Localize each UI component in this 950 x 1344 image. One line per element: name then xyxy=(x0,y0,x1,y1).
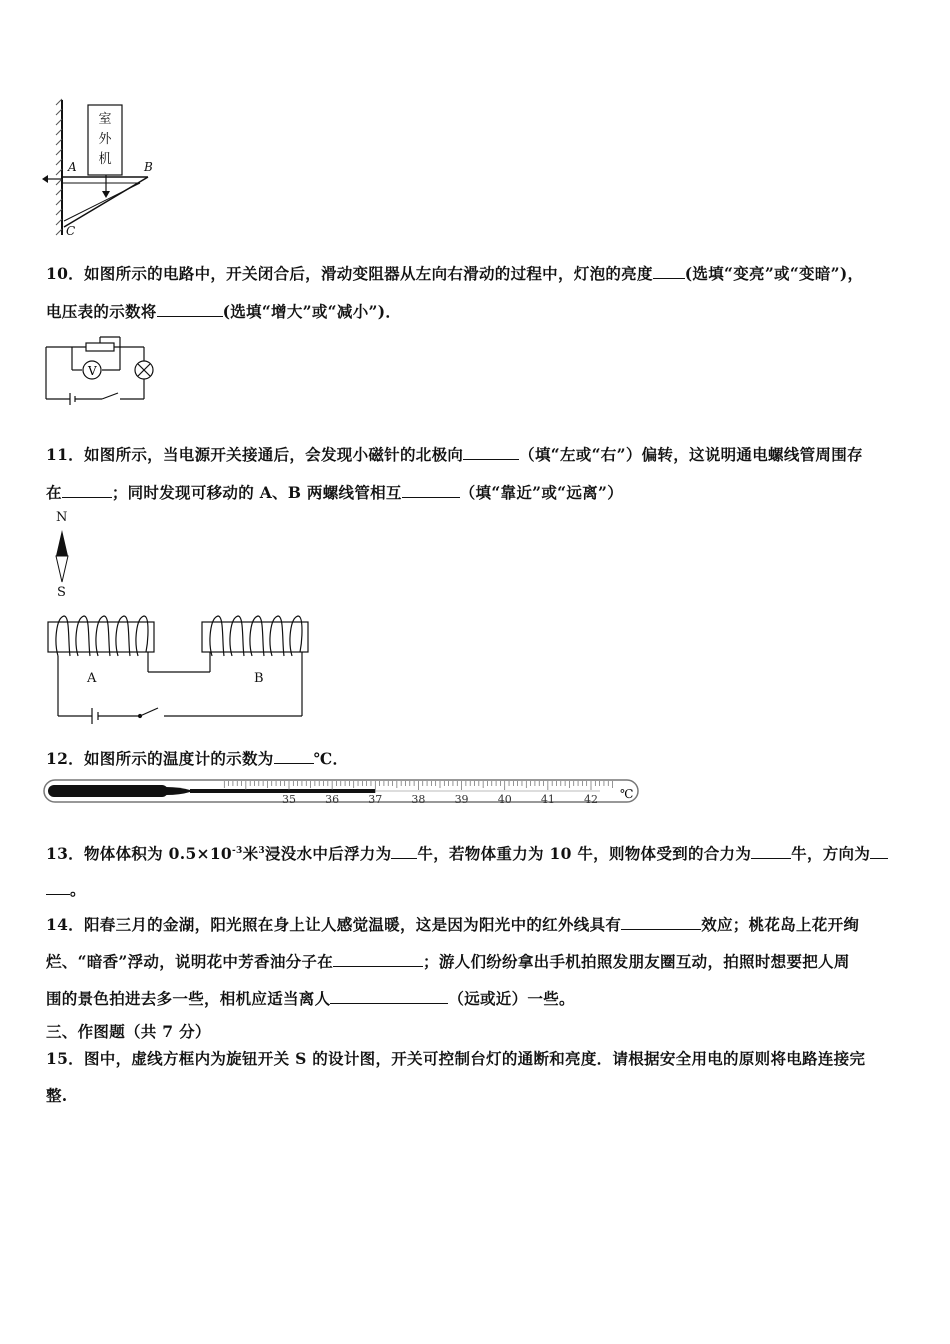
q12-text: ℃． xyxy=(313,749,349,768)
coil-a-label: A xyxy=(87,671,97,686)
tick-label: 35 xyxy=(282,793,296,806)
box-char: 机 xyxy=(98,152,112,167)
q15-line-2: 整. xyxy=(46,1086,68,1105)
tick-label: 36 xyxy=(325,793,340,806)
box-char: 室 xyxy=(98,112,112,127)
south-label: S xyxy=(57,585,66,600)
unit-label: ℃ xyxy=(620,787,634,801)
answer-blank[interactable] xyxy=(46,879,70,896)
tick-label: 42 xyxy=(584,793,598,806)
box-char: 外 xyxy=(98,132,112,147)
answer-blank[interactable] xyxy=(870,843,888,860)
section-heading: 三、作图题（共 7 分） xyxy=(46,1022,211,1041)
answer-blank[interactable] xyxy=(157,301,223,318)
answer-blank[interactable] xyxy=(653,263,685,280)
q14-text: ；游人们纷纷拿出手机拍照发朋友圈互动，拍照时想要把人周 xyxy=(423,952,850,971)
answer-blank[interactable] xyxy=(274,748,314,765)
q14-text: 围的景色拍进去多一些，相机应适当离人 xyxy=(46,989,331,1008)
q13-text: 牛，若物体重力为 10 牛，则物体受到的合力为 xyxy=(417,844,752,863)
q12-line xyxy=(46,747,348,769)
q14-line-3 xyxy=(46,987,575,1009)
q14-text: 效应；桃花岛上花开绚 xyxy=(701,915,860,934)
q11-text: ；同时发现可移动的 A、B 两螺线管相互 xyxy=(111,483,402,502)
q14-text: 烂、“暗香”浮动，说明花中芳香油分子在 xyxy=(46,952,334,971)
q11-line-1 xyxy=(46,443,863,465)
answer-blank[interactable] xyxy=(62,482,112,499)
q10-line-2 xyxy=(46,300,401,322)
q13-line-1 xyxy=(46,842,888,864)
tick-label: 41 xyxy=(540,793,555,806)
q10-line-1 xyxy=(46,262,863,284)
q10-text: 电压表的示数将 xyxy=(46,302,157,321)
answer-blank[interactable] xyxy=(391,843,417,860)
q13-text: 13．物体体积为 0.5×10 xyxy=(46,844,232,863)
q14-text: 14．阳春三月的金湖，阳光照在身上让人感觉温暖，这是因为阳光中的红外线具有 xyxy=(46,915,622,934)
q13-text: 浸没水中后浮力为 xyxy=(264,844,392,863)
coil-b-label: B xyxy=(254,671,264,686)
compass-needle xyxy=(52,528,72,584)
label-a: A xyxy=(68,160,77,174)
answer-blank[interactable] xyxy=(402,482,460,499)
q14-line-1 xyxy=(46,913,859,935)
label-b: B xyxy=(144,160,153,174)
voltmeter-label: V xyxy=(88,364,97,378)
q14-text: （远或近）一些。 xyxy=(448,989,575,1008)
answer-blank[interactable] xyxy=(751,843,791,860)
tick-label: 37 xyxy=(368,793,383,806)
solenoid-figure xyxy=(40,612,320,732)
q12-text: 12．如图所示的温度计的示数为 xyxy=(46,749,274,768)
q13-line-2 xyxy=(46,878,86,900)
north-label: N xyxy=(56,510,68,525)
q11-text: 在 xyxy=(46,483,62,502)
q13-text: 米 xyxy=(242,844,259,863)
q11-text: （填“左或“右”）偏转，这说明通电螺线管周围存 xyxy=(519,445,863,464)
q13-text: 牛，方向为 xyxy=(791,844,871,863)
q14-line-2 xyxy=(46,950,850,972)
circuit-figure xyxy=(40,335,165,410)
answer-blank[interactable] xyxy=(333,951,423,968)
label-c: C xyxy=(66,224,76,238)
q10-text: (选填“变亮”或“变暗”)， xyxy=(684,264,864,283)
q10-text: 10．如图所示的电路中，开关闭合后，滑动变阻器从左向右滑动的过程中，灯泡的亮度 xyxy=(46,264,653,283)
tick-label: 39 xyxy=(454,793,469,806)
exponent: -3 xyxy=(232,845,243,856)
exponent: 3 xyxy=(258,845,265,856)
q11-text: （填“靠近”或“远离”） xyxy=(459,483,623,502)
tick-label: 38 xyxy=(411,793,426,806)
q10-text: (选填“增大”或“减小”)． xyxy=(222,302,402,321)
answer-blank[interactable] xyxy=(621,914,701,931)
tick-label: 40 xyxy=(497,793,512,806)
q11-text: 11．如图所示，当电源开关接通后，会发现小磁针的北极向 xyxy=(46,445,464,464)
thermometer xyxy=(40,776,645,810)
answer-blank[interactable] xyxy=(330,988,448,1005)
q11-line-2 xyxy=(46,481,623,503)
outdoor-unit-label xyxy=(88,110,122,170)
q15-line-1: 15．图中，虚线方框内为旋钮开关 S 的设计图，开关可控制台灯的通断和亮度．请根据安全用电的原则将电路连接完 xyxy=(46,1049,866,1068)
answer-blank[interactable] xyxy=(463,444,519,461)
q13-text: 。 xyxy=(70,880,86,899)
